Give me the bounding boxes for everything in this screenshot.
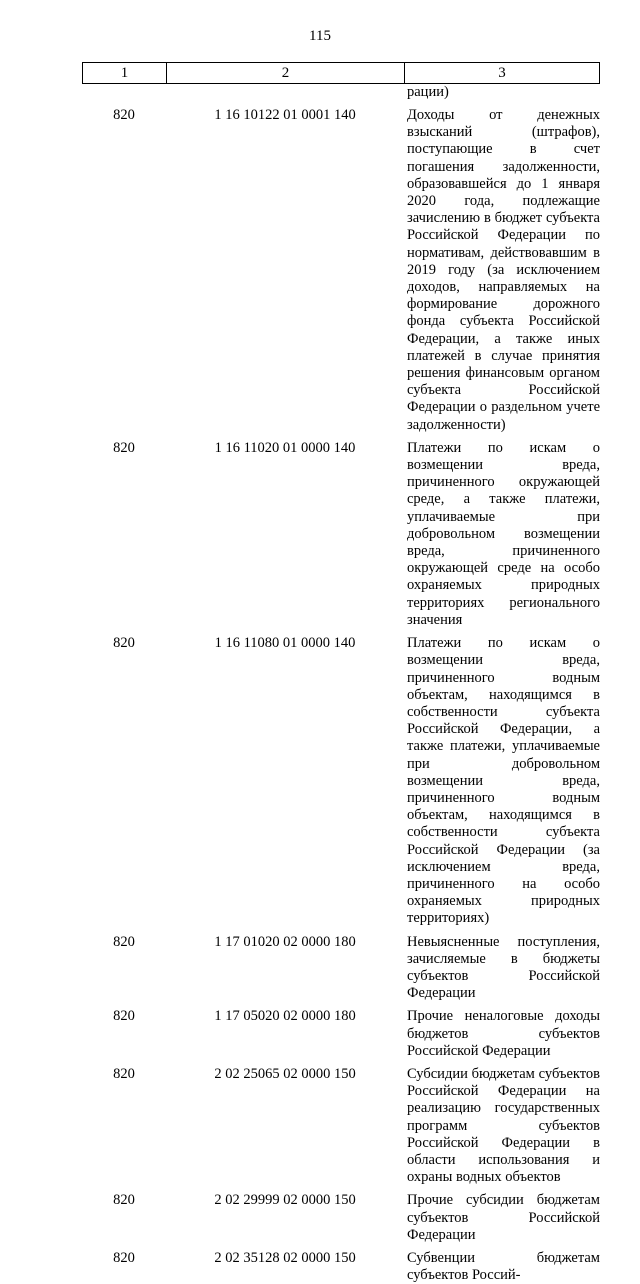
- income-name: Доходы от денежных взысканий (штрафов), поступающие в счет погашения задолженности, образовавшейся до 1 января 2020 года, подлежащие зачислению в бюджет субъекта Российской Федерации по нормативам, действовавшим в 2019 году (за исключением доходов, направляемых на формирование дорожного фонда субъекта Российской Федерации, а также иных платежей в случае принятия решения финансовым органом субъекта Российской Федерации о раздельном учете задолженности): [407, 107, 600, 433]
- income-name: Невыясненные поступления, зачисляемые в бюджеты субъектов Российской Федерации: [407, 933, 600, 1002]
- admin-code: 820: [113, 1065, 135, 1082]
- continuation-text: рации): [407, 84, 449, 100]
- table-row: [82, 1192, 600, 1244]
- table-row: [82, 1250, 600, 1284]
- table-row: [82, 1066, 600, 1186]
- income-name: Субсидии бюджетам субъектов Российской Федерации на реализацию государственных программ субъектов Российской Федерации в области использования и охраны водных объектов: [407, 1065, 600, 1186]
- admin-code: 820: [113, 933, 135, 950]
- table-row: [82, 934, 600, 1003]
- kbk-code: 1 16 10122 01 0001 140: [214, 107, 356, 123]
- admin-code: 820: [113, 439, 135, 456]
- income-name: Платежи по искам о возмещении вреда, причиненного окружающей среде, а также платежи, уплачиваемые при добровольном возмещении вреда, причиненного окружающей среде на особо охраняемых природных территориях регионального значения: [407, 439, 600, 628]
- table-header: [82, 62, 600, 84]
- kbk-code: 1 17 01020 02 0000 180: [214, 933, 356, 950]
- income-name: Прочие субсидии бюджетам субъектов Российской Федерации: [407, 1192, 600, 1243]
- table-row: [82, 1008, 600, 1060]
- kbk-code: 2 02 35128 02 0000 150: [214, 1250, 356, 1266]
- income-name: Платежи по искам о возмещении вреда, причиненного водным объектам, находящимся в собственности субъекта Российской Федерации, а также платежи, уплачиваемые при добровольном возмещении вреда, причиненного водным объектам, находящимся в собственности субъекта Российской Федерации (за исключением вреда, причиненного на особо охраняемых природных территориях): [407, 635, 600, 927]
- header-col-1: 1: [83, 63, 167, 83]
- table-row: [82, 107, 600, 434]
- admin-code: 820: [113, 1250, 135, 1266]
- table-row: [82, 635, 600, 927]
- kbk-code: 1 16 11080 01 0000 140: [214, 635, 356, 652]
- kbk-code: 1 17 05020 02 0000 180: [214, 1008, 356, 1025]
- kbk-code: 1 16 11020 01 0000 140: [214, 439, 356, 456]
- kbk-code: 2 02 25065 02 0000 150: [214, 1065, 356, 1082]
- admin-code: 820: [113, 1192, 135, 1209]
- admin-code: 820: [113, 107, 135, 123]
- page-number: 115: [309, 28, 331, 44]
- kbk-code: 2 02 29999 02 0000 150: [214, 1192, 356, 1209]
- admin-code: 820: [113, 1008, 135, 1025]
- income-name: Прочие неналоговые доходы бюджетов субъектов Российской Федерации: [407, 1008, 600, 1059]
- admin-code: 820: [113, 635, 135, 652]
- table-body: [82, 84, 600, 1284]
- header-col-2: 2: [167, 63, 405, 83]
- income-name: Субвенции бюджетам субъектов Россий-: [407, 1250, 600, 1284]
- table-row: [82, 440, 600, 629]
- header-col-3: 3: [498, 64, 506, 81]
